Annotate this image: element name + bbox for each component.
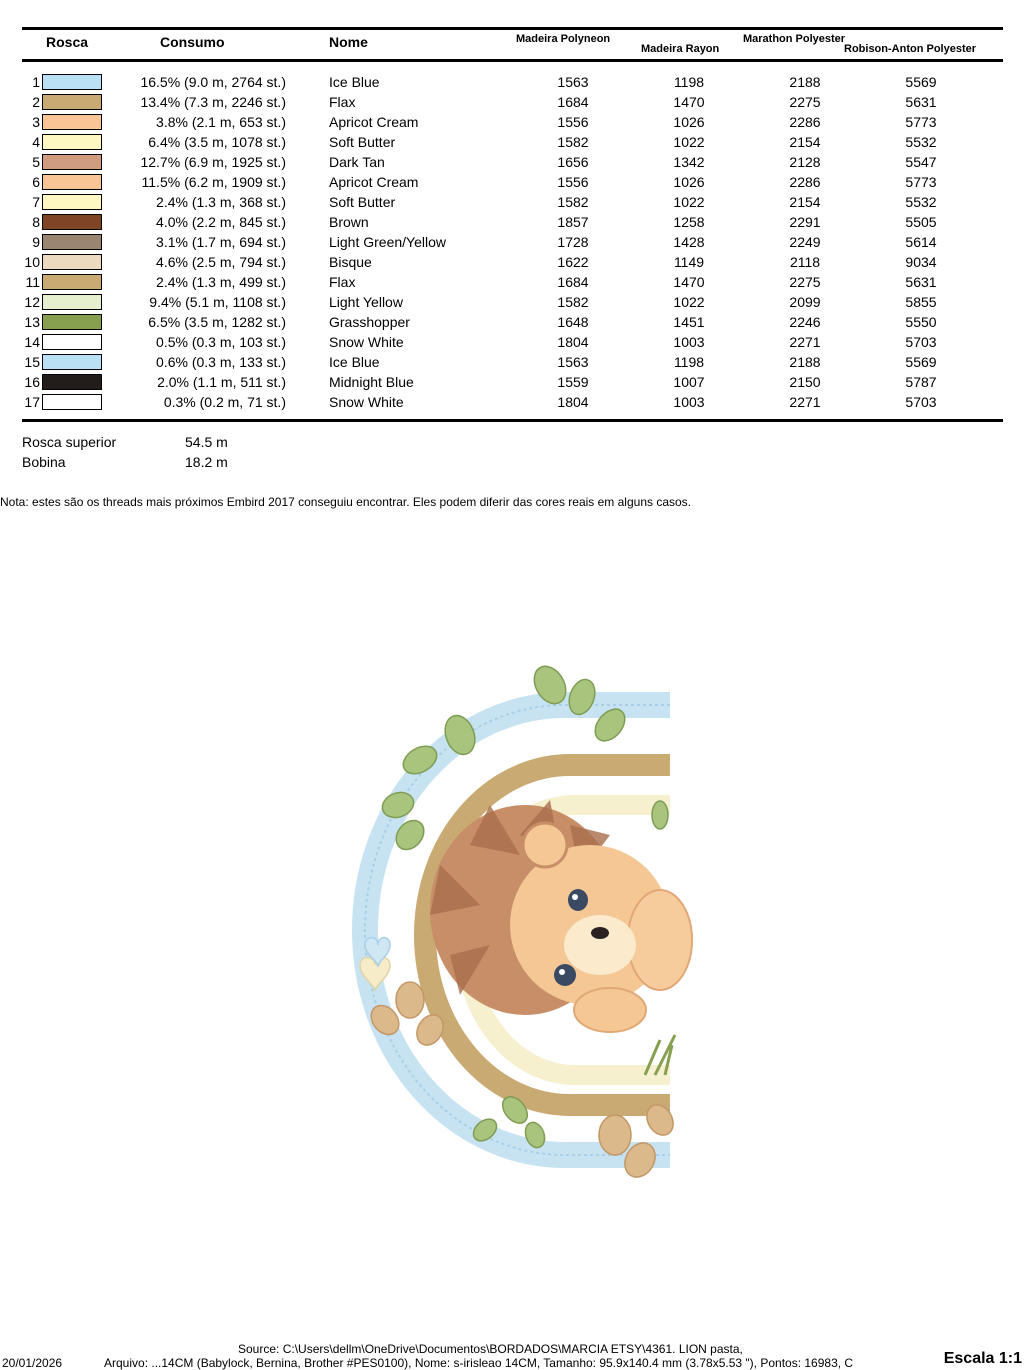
madeira-rayon-code: 1026 [673,114,705,130]
color-swatch [42,254,102,270]
marathon-code: 2271 [789,334,821,350]
madeira-rayon-code: 1198 [673,74,705,90]
marathon-code: 2154 [789,134,821,150]
thread-usage: 3.1% (1.7 m, 694 st.) [156,234,286,250]
color-swatch [42,274,102,290]
thread-table [0,72,1024,412]
robison-anton-code: 5569 [905,354,937,370]
header-madeira-rayon: Madeira Rayon [641,43,720,55]
table-header-rule [22,59,1003,62]
robison-anton-code: 5787 [905,374,937,390]
table-row [0,132,1024,152]
marathon-code: 2275 [789,94,821,110]
thread-number: 9 [32,234,40,250]
header-usage: Consumo [160,34,225,50]
thread-number: 17 [24,394,40,410]
table-row [0,152,1024,172]
color-swatch [42,114,102,130]
thread-name: Brown [329,214,369,230]
robison-anton-code: 5631 [905,274,937,290]
marathon-code: 2286 [789,114,821,130]
madeira-rayon-code: 1022 [673,294,705,310]
thread-name: Light Green/Yellow [329,234,447,250]
madeira-polyneon-code: 1804 [557,334,589,350]
thread-name: Midnight Blue [329,374,414,390]
madeira-polyneon-code: 1563 [557,74,589,90]
thread-number: 4 [32,134,40,150]
madeira-polyneon-code: 1622 [557,254,589,270]
scale-label: Escala 1:1 [943,1350,1022,1367]
robison-anton-code: 5703 [905,394,937,410]
madeira-rayon-code: 1470 [673,94,705,110]
marathon-code: 2275 [789,274,821,290]
bobbin-value: 18.2 m [185,454,228,470]
robison-anton-code: 5550 [905,314,937,330]
table-row [0,92,1024,112]
table-row [0,172,1024,192]
footer-date: 20/01/2026 [2,1356,63,1370]
thread-number: 16 [24,374,40,390]
thread-number: 6 [32,174,40,190]
madeira-rayon-code: 1149 [673,254,705,270]
table-row [0,312,1024,332]
thread-number: 13 [24,314,40,330]
color-swatch [42,94,102,110]
madeira-rayon-code: 1003 [673,394,705,410]
robison-anton-code: 5703 [905,334,937,350]
color-swatch [42,374,102,390]
table-row [0,192,1024,212]
madeira-polyneon-code: 1582 [557,134,589,150]
marathon-code: 2188 [789,354,821,370]
madeira-polyneon-code: 1656 [557,154,589,170]
footer-file-info: Arquivo: ...14CM (Babylock, Bernina, Brother #PES0100), Nome: s-irisleao 14CM, Tamanho: 95.9x140.4 mm (3.78x5.53 "), Pontos: 16983, C [104,1356,854,1370]
color-swatch [42,134,102,150]
madeira-polyneon-code: 1559 [557,374,589,390]
thread-name: Flax [329,274,356,290]
robison-anton-code: 5855 [905,294,937,310]
marathon-code: 2286 [789,174,821,190]
thread-name: Ice Blue [329,74,380,90]
table-row [0,232,1024,252]
thread-usage: 0.3% (0.2 m, 71 st.) [163,394,286,410]
madeira-rayon-code: 1342 [673,154,705,170]
madeira-polyneon-code: 1684 [557,274,589,290]
table-row [0,372,1024,392]
madeira-polyneon-code: 1563 [557,354,589,370]
marathon-code: 2246 [789,314,821,330]
header-robison-anton: Robison-Anton Polyester [844,43,977,55]
thread-usage: 0.6% (0.3 m, 133 st.) [156,354,286,370]
header-marathon-polyester: Marathon Polyester [743,33,846,45]
table-row [0,112,1024,132]
robison-anton-code: 9034 [905,254,937,270]
thread-name: Soft Butter [329,134,396,150]
thread-usage: 2.4% (1.3 m, 368 st.) [156,194,286,210]
madeira-rayon-code: 1470 [673,274,705,290]
thread-usage: 0.5% (0.3 m, 103 st.) [156,334,286,350]
bobbin-label: Bobina [22,454,66,470]
madeira-polyneon-code: 1556 [557,174,589,190]
color-swatch [42,174,102,190]
madeira-rayon-code: 1428 [673,234,705,250]
thread-usage: 2.4% (1.3 m, 499 st.) [156,274,286,290]
robison-anton-code: 5773 [905,114,937,130]
madeira-polyneon-code: 1582 [557,194,589,210]
thread-name: Snow White [329,394,404,410]
color-swatch [42,334,102,350]
thread-usage: 3.8% (2.1 m, 653 st.) [156,114,286,130]
madeira-polyneon-code: 1556 [557,114,589,130]
madeira-rayon-code: 1007 [673,374,705,390]
madeira-polyneon-code: 1857 [557,214,589,230]
top-thread-label: Rosca superior [22,434,117,450]
thread-usage: 12.7% (6.9 m, 1925 st.) [140,154,286,170]
robison-anton-code: 5532 [905,134,937,150]
table-row [0,392,1024,412]
thread-name: Bisque [329,254,372,270]
thread-name: Soft Butter [329,194,396,210]
thread-number: 10 [24,254,40,270]
footer-source: Source: C:\Users\dellm\OneDrive\Documentos\BORDADOS\MARCIA ETSY\4361. LION pasta, [238,1342,743,1356]
thread-number: 14 [24,334,40,350]
thread-name: Light Yellow [329,294,403,310]
robison-anton-code: 5547 [905,154,937,170]
madeira-polyneon-code: 1728 [557,234,589,250]
thread-number: 2 [32,94,40,110]
color-swatch [42,74,102,90]
table-row [0,352,1024,372]
header-madeira-polyneon: Madeira Polyneon [516,33,611,45]
thread-number: 12 [24,294,40,310]
table-row [0,332,1024,352]
madeira-polyneon-code: 1804 [557,394,589,410]
header-thread: Rosca [46,34,89,50]
thread-name: Apricot Cream [329,174,419,190]
robison-anton-code: 5532 [905,194,937,210]
table-bottom-rule [22,419,1003,422]
thread-name: Dark Tan [329,154,385,170]
thread-name: Apricot Cream [329,114,419,130]
thread-name: Snow White [329,334,404,350]
table-row [0,212,1024,232]
color-swatch [42,194,102,210]
table-row [0,72,1024,92]
robison-anton-code: 5614 [905,234,937,250]
table-row [0,272,1024,292]
thread-number: 7 [32,194,40,210]
marathon-code: 2150 [789,374,821,390]
marathon-code: 2128 [789,154,821,170]
table-row [0,292,1024,312]
thread-usage: 4.0% (2.2 m, 845 st.) [156,214,286,230]
robison-anton-code: 5631 [905,94,937,110]
madeira-rayon-code: 1003 [673,334,705,350]
madeira-polyneon-code: 1582 [557,294,589,310]
thread-usage: 4.6% (2.5 m, 794 st.) [156,254,286,270]
table-row [0,252,1024,272]
color-swatch [42,214,102,230]
thread-number: 3 [32,114,40,130]
thread-usage: 2.0% (1.1 m, 511 st.) [157,374,286,390]
thread-name: Ice Blue [329,354,380,370]
madeira-rayon-code: 1022 [673,194,705,210]
color-swatch [42,314,102,330]
thread-usage: 13.4% (7.3 m, 2246 st.) [140,94,286,110]
marathon-code: 2271 [789,394,821,410]
lion-embroidery-design [320,655,700,1200]
madeira-rayon-code: 1026 [673,174,705,190]
thread-name: Grasshopper [329,314,410,330]
madeira-rayon-code: 1451 [673,314,705,330]
thread-name: Flax [329,94,356,110]
color-swatch [42,154,102,170]
marathon-code: 2154 [789,194,821,210]
thread-number: 5 [32,154,40,170]
marathon-code: 2118 [789,254,821,270]
thread-usage: 11.5% (6.2 m, 1909 st.) [141,174,286,190]
marathon-code: 2099 [789,294,821,310]
madeira-rayon-code: 1198 [673,354,705,370]
madeira-rayon-code: 1022 [673,134,705,150]
robison-anton-code: 5505 [905,214,937,230]
color-swatch [42,354,102,370]
thread-number: 15 [24,354,40,370]
marathon-code: 2291 [789,214,821,230]
madeira-polyneon-code: 1684 [557,94,589,110]
color-swatch [42,394,102,410]
madeira-polyneon-code: 1648 [557,314,589,330]
thread-usage: 6.4% (3.5 m, 1078 st.) [148,134,286,150]
thread-number: 1 [32,74,40,90]
robison-anton-code: 5569 [905,74,937,90]
header-name: Nome [329,34,368,50]
table-top-rule [22,27,1003,30]
thread-usage: 16.5% (9.0 m, 2764 st.) [140,74,286,90]
marathon-code: 2188 [789,74,821,90]
marathon-code: 2249 [789,234,821,250]
thread-number: 11 [25,274,40,290]
madeira-rayon-code: 1258 [673,214,705,230]
thread-usage: 9.4% (5.1 m, 1108 st.) [149,294,286,310]
robison-anton-code: 5773 [905,174,937,190]
note-text: Nota: estes são os threads mais próximos Embird 2017 conseguiu encontrar. Eles podem diferir das cores reais em alguns casos. [0,495,692,509]
color-swatch [42,234,102,250]
color-swatch [42,294,102,310]
top-thread-value: 54.5 m [185,434,228,450]
thread-usage: 6.5% (3.5 m, 1282 st.) [148,314,286,330]
thread-number: 8 [32,214,40,230]
